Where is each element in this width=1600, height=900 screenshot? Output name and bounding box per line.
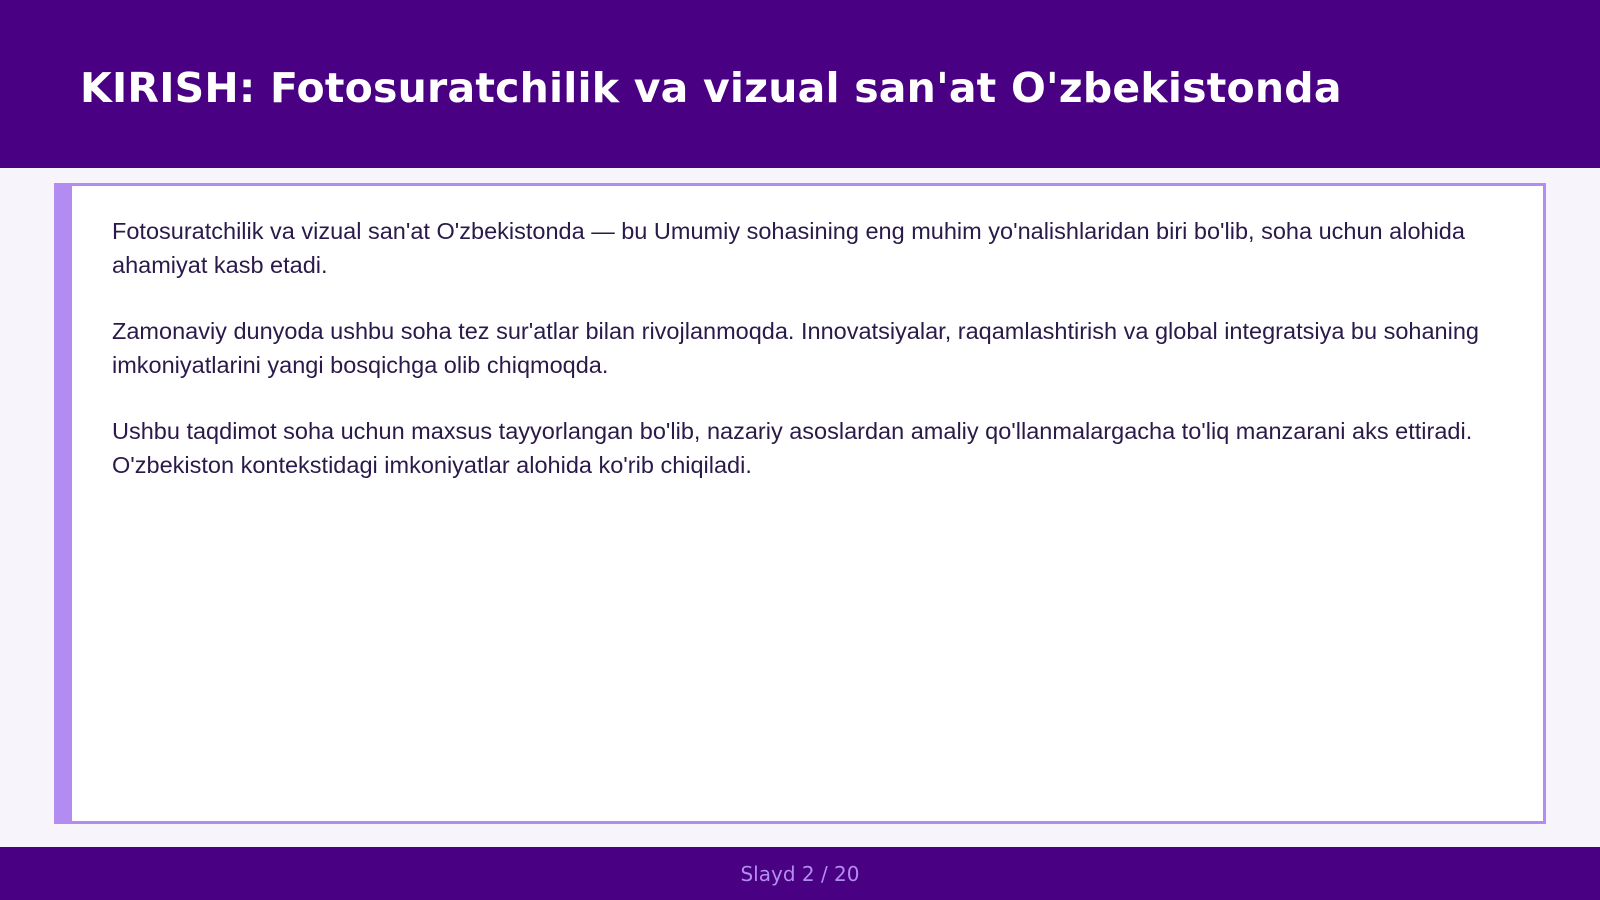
slide-footer xyxy=(0,847,1600,900)
slide-number: Slayd 2 / 20 xyxy=(740,862,860,886)
paragraph-3: Ushbu taqdimot soha uchun maxsus tayyorlangan bo'lib, nazariy asoslardan amaliy qo'llanmalargacha to'liq manzarani aks ettiradi. O'zbekiston kontekstidagi imkoniyatlar alohida ko'rib chiqiladi. xyxy=(112,418,1473,478)
slide-header xyxy=(0,0,1600,168)
paragraph-2: Zamonaviy dunyoda ushbu soha tez sur'atlar bilan rivojlanmoqda. Innovatsiyalar, raqamlashtirish va global integratsiya bu sohaning imkoniyatlarini yangi bosqichga olib chiqmoqda. xyxy=(112,318,1479,378)
content-body xyxy=(112,214,1487,514)
slide-title: KIRISH: Fotosuratchilik va vizual san'at O'zbekistonda xyxy=(80,64,1342,112)
content-card xyxy=(54,183,1546,824)
paragraph-1: Fotosuratchilik va vizual san'at O'zbekistonda — bu Umumiy sohasining eng muhim yo'nalishlaridan biri bo'lib, soha uchun alohida ahamiyat kasb etadi. xyxy=(112,218,1465,278)
